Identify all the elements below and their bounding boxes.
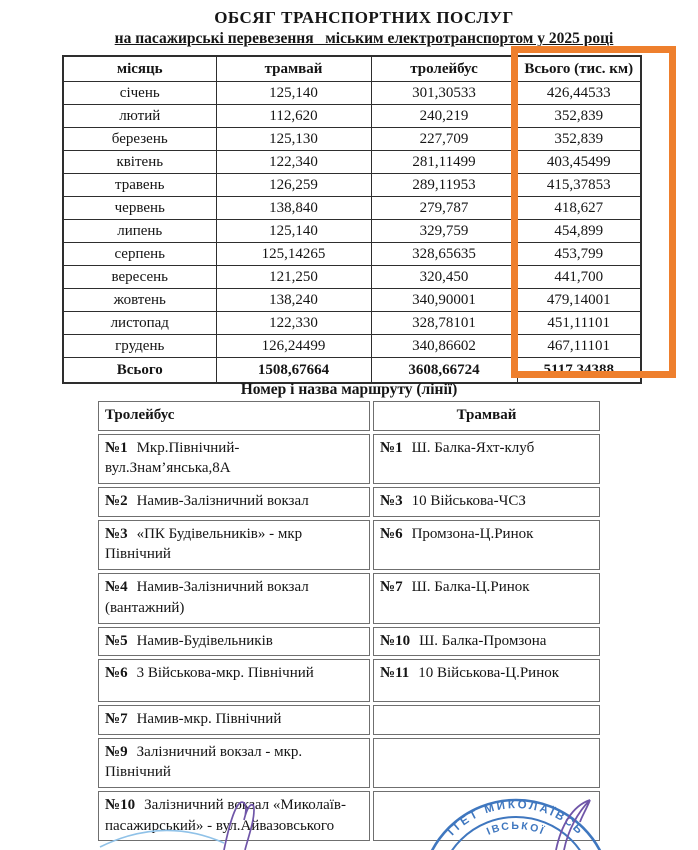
table-row: [63, 174, 641, 197]
route-number: №6: [380, 525, 403, 542]
route-cell: №6 3 Військова-мкр. Північний: [98, 659, 370, 702]
value-cell: 467,11101: [517, 335, 641, 358]
total-value: 1508,67664: [216, 358, 371, 384]
month-cell: січень: [63, 82, 216, 105]
value-cell: 352,839: [517, 128, 641, 151]
route-cell: №9 Залізничний вокзал - мкр. Північний: [98, 738, 370, 788]
value-cell: 340,90001: [371, 289, 517, 312]
document-subtitle: на пасажирські перевезення міським електротранспортом у 2025 році: [114, 30, 614, 47]
route-number: №1: [105, 439, 128, 456]
route-cell: №4 Намив-Залізничний вокзал (вантажний): [98, 573, 370, 623]
route-number: №6: [105, 665, 128, 682]
document-title: ОБСЯГ ТРАНСПОРТНИХ ПОСЛУГ: [214, 8, 514, 27]
route-cell: №5 Намив-Будівельників: [98, 627, 370, 657]
route-cell: №10 Залізничний вокзал «Миколаїв-пасажирський» - вул.Айвазовського: [98, 791, 370, 841]
routes-header-tram: Трамвай: [373, 401, 600, 431]
value-cell: 125,140: [216, 220, 371, 243]
total-value: 3608,66724: [371, 358, 517, 384]
route-cell: №10 Ш. Балка-Промзона: [373, 627, 600, 657]
route-row: [98, 738, 600, 788]
value-cell: 352,839: [517, 105, 641, 128]
value-cell: 125,14265: [216, 243, 371, 266]
bottom-decorations: [0, 790, 698, 850]
route-row: [98, 705, 600, 735]
value-cell: 138,240: [216, 289, 371, 312]
month-cell: червень: [63, 197, 216, 220]
value-cell: 454,899: [517, 220, 641, 243]
route-cell: [373, 738, 600, 788]
value-cell: 479,14001: [517, 289, 641, 312]
month-cell: березень: [63, 128, 216, 151]
route-cell: №7 Ш. Балка-Ц.Ринок: [373, 573, 600, 623]
route-cell: №11 10 Військова-Ц.Ринок: [373, 659, 600, 702]
route-cell: №3 «ПК Будівельників» - мкр Північний: [98, 520, 370, 570]
value-cell: 126,24499: [216, 335, 371, 358]
value-cell: 426,44533: [517, 82, 641, 105]
value-cell: 320,450: [371, 266, 517, 289]
month-cell: липень: [63, 220, 216, 243]
value-cell: 301,30533: [371, 82, 517, 105]
value-cell: 441,700: [517, 266, 641, 289]
route-cell: №1 Ш. Балка-Яхт-клуб: [373, 434, 600, 484]
table-row: [63, 151, 641, 174]
value-cell: 328,65635: [371, 243, 517, 266]
table-row: [63, 128, 641, 151]
value-cell: 329,759: [371, 220, 517, 243]
route-number: №10: [380, 632, 411, 649]
stamp-outer-text: ІТЕТ МИКОЛАЇВСЬ: [445, 799, 587, 839]
table-row: [63, 197, 641, 220]
value-cell: 289,11953: [371, 174, 517, 197]
route-row: [98, 434, 600, 484]
column-header: трамвай: [216, 56, 371, 82]
table-row: [63, 335, 641, 358]
value-cell: 279,787: [371, 197, 517, 220]
value-cell: 240,219: [371, 105, 517, 128]
routes-title: Номер і назва маршруту (лінії): [240, 381, 458, 398]
signature-left-arc: [100, 830, 224, 847]
value-cell: 112,620: [216, 105, 371, 128]
table-row: [63, 105, 641, 128]
month-cell: лютий: [63, 105, 216, 128]
route-number: №10: [105, 796, 136, 813]
routes-header-trolleybus: Тролейбус: [98, 401, 370, 431]
route-number: №7: [380, 579, 403, 596]
table-row: [63, 289, 641, 312]
route-number: №9: [105, 743, 128, 760]
month-cell: грудень: [63, 335, 216, 358]
value-cell: 328,78101: [371, 312, 517, 335]
column-header: місяць: [63, 56, 216, 82]
total-row: [63, 358, 641, 384]
route-row: [98, 520, 600, 570]
route-cell: [373, 705, 600, 735]
table-row: [63, 220, 641, 243]
value-cell: 415,37853: [517, 174, 641, 197]
route-number: №11: [380, 665, 410, 682]
month-cell: квітень: [63, 151, 216, 174]
signature-left-icon: [224, 802, 254, 850]
value-cell: 451,11101: [517, 312, 641, 335]
value-cell: 281,11499: [371, 151, 517, 174]
volume-table-header-row: [63, 56, 641, 82]
route-row: [98, 573, 600, 623]
routes-table-header-row: [98, 401, 600, 431]
value-cell: 403,45499: [517, 151, 641, 174]
value-cell: 125,140: [216, 82, 371, 105]
month-cell: листопад: [63, 312, 216, 335]
route-number: №5: [105, 632, 128, 649]
route-cell: №1 Мкр.Північний-вул.Знам’янська,8А: [98, 434, 370, 484]
value-cell: 125,130: [216, 128, 371, 151]
route-number: №3: [380, 493, 403, 510]
value-cell: 340,86602: [371, 335, 517, 358]
table-row: [63, 82, 641, 105]
total-value: 5117,34388: [517, 358, 641, 384]
month-cell: вересень: [63, 266, 216, 289]
table-row: [63, 312, 641, 335]
route-number: №7: [105, 710, 128, 727]
route-number: №3: [105, 525, 128, 542]
value-cell: 121,250: [216, 266, 371, 289]
volume-table: [62, 55, 642, 384]
route-number: №1: [380, 439, 403, 456]
route-row: [98, 487, 600, 517]
route-cell: №6 Промзона-Ц.Ринок: [373, 520, 600, 570]
column-header: тролейбус: [371, 56, 517, 82]
table-row: [63, 243, 641, 266]
value-cell: 453,799: [517, 243, 641, 266]
value-cell: 122,330: [216, 312, 371, 335]
route-cell: №3 10 Військова-ЧСЗ: [373, 487, 600, 517]
month-cell: травень: [63, 174, 216, 197]
route-number: №2: [105, 493, 128, 510]
month-cell: серпень: [63, 243, 216, 266]
value-cell: 138,840: [216, 197, 371, 220]
value-cell: 418,627: [517, 197, 641, 220]
routes-table: [95, 398, 603, 844]
table-row: [63, 266, 641, 289]
value-cell: 122,340: [216, 151, 371, 174]
value-cell: 227,709: [371, 128, 517, 151]
route-row: [98, 659, 600, 702]
value-cell: 126,259: [216, 174, 371, 197]
route-cell: №2 Намив-Залізничний вокзал: [98, 487, 370, 517]
route-row: [98, 627, 600, 657]
total-label: Всього: [63, 358, 216, 384]
month-cell: жовтень: [63, 289, 216, 312]
column-header: Всього (тис. км): [517, 56, 641, 82]
route-number: №4: [105, 579, 128, 596]
stamp-inner-text: ІВСЬКОЇ: [484, 819, 548, 838]
stamp-icon: [421, 799, 611, 850]
route-cell: №7 Намив-мкр. Північний: [98, 705, 370, 735]
